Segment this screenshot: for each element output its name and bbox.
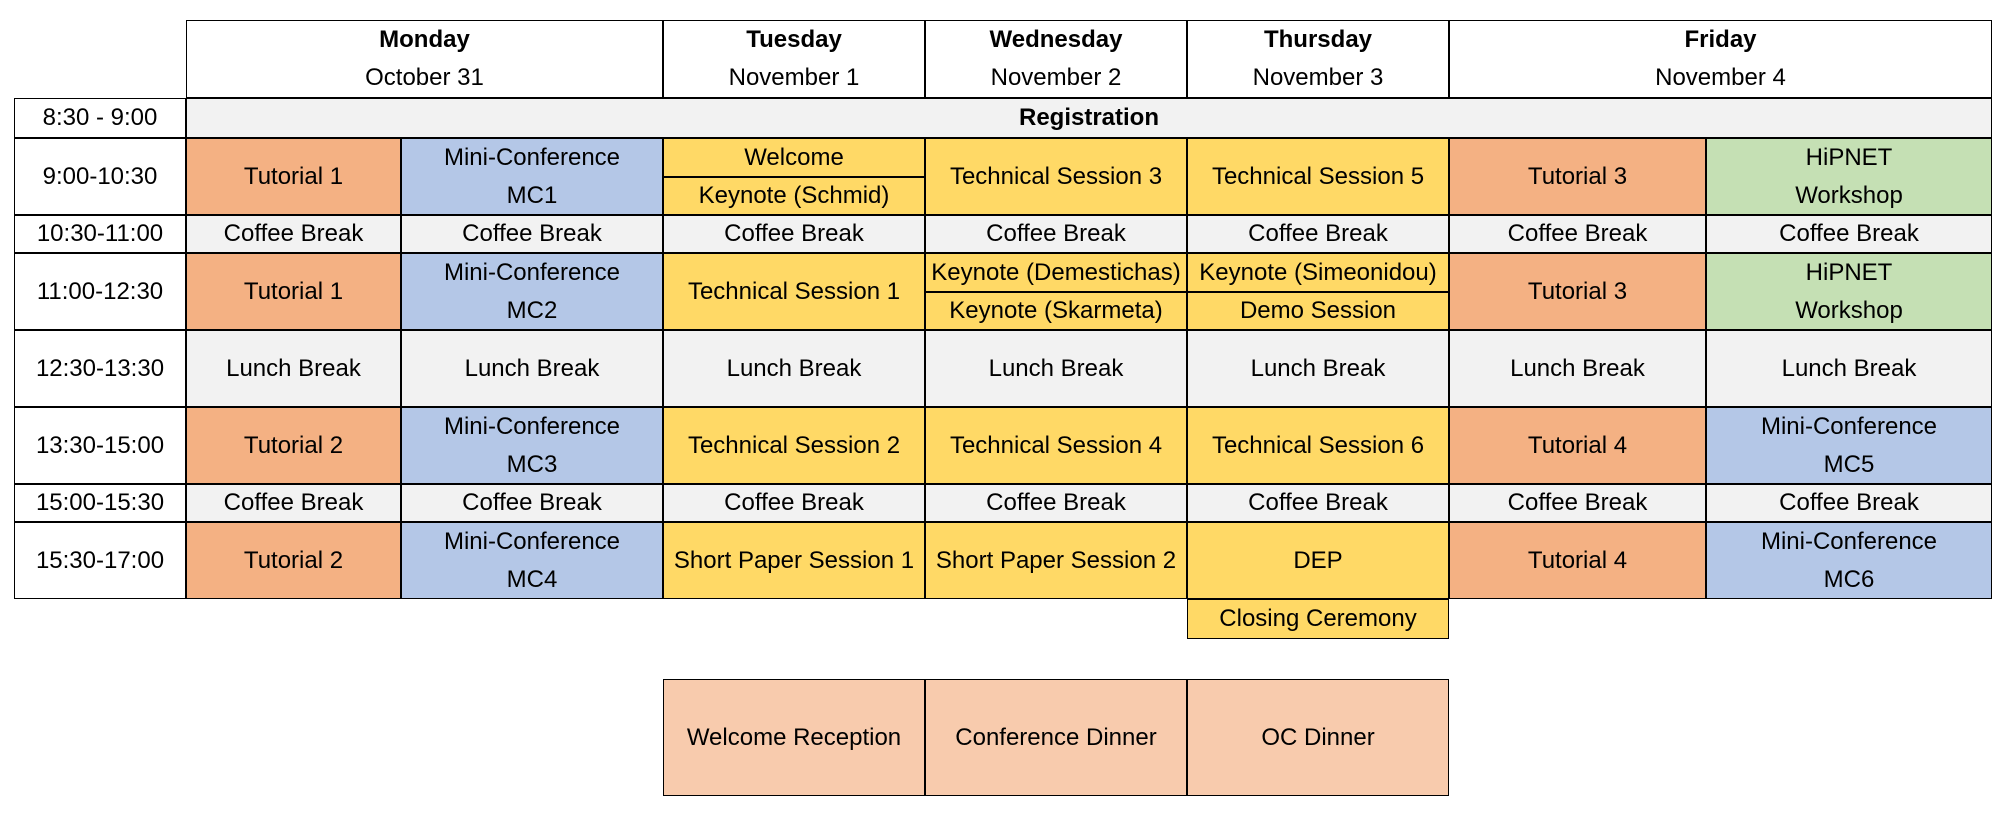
- day-header-wednesday-line-1: Wednesday: [989, 26, 1123, 53]
- row_1330-tuesday-session: Technical Session 2: [663, 407, 925, 484]
- lunch-break-5: Lunch Break: [1449, 330, 1706, 407]
- row_1530-thursday-session: DEP: [1187, 522, 1449, 599]
- time-slot-7: 15:30-17:00: [14, 522, 186, 599]
- row_1330-monday-mini-conference: [401, 407, 663, 484]
- row_1100-thursday-bottom: Demo Session: [1187, 292, 1449, 330]
- row_1530-monday-mini-conference-line-2: MC4: [506, 565, 558, 593]
- row_1530-tuesday-session: Short Paper Session 1: [663, 522, 925, 599]
- row_1530-wednesday-session: Short Paper Session 2: [925, 522, 1187, 599]
- row_1330-friday-second-line-2: MC5: [1823, 450, 1875, 478]
- time-slot-6: 15:00-15:30: [14, 484, 186, 522]
- day-header-thursday-line-2: November 3: [1252, 64, 1384, 91]
- row_1330-friday-second: [1706, 407, 1992, 484]
- lunch-break-1: Lunch Break: [401, 330, 663, 407]
- coffee-break-afternoon-5: Coffee Break: [1449, 484, 1706, 522]
- row_1530-friday-second: [1706, 522, 1992, 599]
- day-header-thursday: [1187, 20, 1449, 98]
- row_0900-friday-second-line-2: Workshop: [1795, 181, 1903, 209]
- row_1100-tuesday-session: Technical Session 1: [663, 253, 925, 330]
- coffee-break-afternoon-1: Coffee Break: [401, 484, 663, 522]
- evening-event-2: OC Dinner: [1187, 679, 1449, 796]
- row_1100-monday-mini-conference: [401, 253, 663, 330]
- row_1530-friday-second-line-2: MC6: [1823, 565, 1875, 593]
- row_0900-wednesday-session: Technical Session 3: [925, 138, 1187, 215]
- day-header-monday-line-2: October 31: [365, 64, 484, 91]
- row_1330-wednesday-session: Technical Session 4: [925, 407, 1187, 484]
- day-header-tuesday-line-2: November 1: [728, 64, 860, 91]
- row_1330-friday-tutorial: Tutorial 4: [1449, 407, 1706, 484]
- row_1530-friday-second-line-1: Mini-Conference: [1760, 527, 1938, 555]
- row_1100-monday-tutorial: Tutorial 1: [186, 253, 401, 330]
- row_1330-monday-tutorial: Tutorial 2: [186, 407, 401, 484]
- row_0900-monday-mini-conference: [401, 138, 663, 215]
- time-slot-2: 10:30-11:00: [14, 215, 186, 253]
- day-header-monday: [186, 20, 663, 98]
- time-slot-3: 11:00-12:30: [14, 253, 186, 330]
- lunch-break-6: Lunch Break: [1706, 330, 1992, 407]
- coffee-break-morning-6: Coffee Break: [1706, 215, 1992, 253]
- time-slot-0: 8:30 - 9:00: [14, 98, 186, 138]
- row_0900-monday-mini-conference-line-2: MC1: [506, 181, 558, 209]
- row_1100-monday-mini-conference-line-2: MC2: [506, 296, 558, 324]
- lunch-break-2: Lunch Break: [663, 330, 925, 407]
- row_1100-thursday-top: Keynote (Simeonidou): [1187, 253, 1449, 292]
- day-header-wednesday-line-2: November 2: [990, 64, 1122, 91]
- coffee-break-morning-0: Coffee Break: [186, 215, 401, 253]
- row_1100-wednesday-bottom: Keynote (Skarmeta): [925, 292, 1187, 330]
- row_1530-monday-tutorial: Tutorial 2: [186, 522, 401, 599]
- coffee-break-afternoon-6: Coffee Break: [1706, 484, 1992, 522]
- time-slot-4: 12:30-13:30: [14, 330, 186, 407]
- row_1530-monday-mini-conference-line-1: Mini-Conference: [443, 527, 621, 555]
- evening-event-1: Conference Dinner: [925, 679, 1187, 796]
- row_1530-friday-tutorial: Tutorial 4: [1449, 522, 1706, 599]
- row_1100-friday-second-line-2: Workshop: [1795, 296, 1903, 324]
- day-header-monday-line-1: Monday: [379, 26, 470, 53]
- lunch-break-3: Lunch Break: [925, 330, 1187, 407]
- row_1100-wednesday-top: Keynote (Demestichas): [925, 253, 1187, 292]
- coffee-break-morning-5: Coffee Break: [1449, 215, 1706, 253]
- coffee-break-afternoon-3: Coffee Break: [925, 484, 1187, 522]
- row_1100-friday-tutorial: Tutorial 3: [1449, 253, 1706, 330]
- day-header-wednesday: [925, 20, 1187, 98]
- day-header-friday-line-2: November 4: [1655, 64, 1786, 91]
- coffee-break-afternoon-4: Coffee Break: [1187, 484, 1449, 522]
- lunch-break-4: Lunch Break: [1187, 330, 1449, 407]
- closing-ceremony: Closing Ceremony: [1187, 599, 1449, 639]
- coffee-break-afternoon-2: Coffee Break: [663, 484, 925, 522]
- row_0900-tuesday-top: Welcome: [663, 138, 925, 177]
- row_1330-monday-mini-conference-line-1: Mini-Conference: [443, 412, 621, 440]
- row_0900-monday-tutorial: Tutorial 1: [186, 138, 401, 215]
- row_1330-friday-second-line-1: Mini-Conference: [1760, 412, 1938, 440]
- row_0900-friday-second-line-1: HiPNET: [1805, 143, 1893, 171]
- time-slot-1: 9:00-10:30: [14, 138, 186, 215]
- coffee-break-morning-1: Coffee Break: [401, 215, 663, 253]
- row_1330-monday-mini-conference-line-2: MC3: [506, 450, 558, 478]
- coffee-break-morning-4: Coffee Break: [1187, 215, 1449, 253]
- row_0900-thursday-session: Technical Session 5: [1187, 138, 1449, 215]
- day-header-tuesday-line-1: Tuesday: [746, 26, 842, 53]
- coffee-break-morning-3: Coffee Break: [925, 215, 1187, 253]
- day-header-tuesday: [663, 20, 925, 98]
- row_1100-friday-second-line-1: HiPNET: [1805, 258, 1893, 286]
- day-header-thursday-line-1: Thursday: [1263, 26, 1373, 53]
- row_0900-friday-tutorial: Tutorial 3: [1449, 138, 1706, 215]
- row_1530-monday-mini-conference: [401, 522, 663, 599]
- row_1100-monday-mini-conference-line-1: Mini-Conference: [443, 258, 621, 286]
- row_0900-friday-second: [1706, 138, 1992, 215]
- time-slot-5: 13:30-15:00: [14, 407, 186, 484]
- lunch-break-0: Lunch Break: [186, 330, 401, 407]
- row_1330-thursday-session: Technical Session 6: [1187, 407, 1449, 484]
- evening-event-0: Welcome Reception: [663, 679, 925, 796]
- coffee-break-morning-2: Coffee Break: [663, 215, 925, 253]
- coffee-break-afternoon-0: Coffee Break: [186, 484, 401, 522]
- row_0900-monday-mini-conference-line-1: Mini-Conference: [443, 143, 621, 171]
- day-header-friday: [1449, 20, 1992, 98]
- day-header-friday-line-1: Friday: [1684, 26, 1757, 53]
- row_0900-tuesday-bottom: Keynote (Schmid): [663, 177, 925, 215]
- row_1100-friday-second: [1706, 253, 1992, 330]
- registration-row: Registration: [186, 98, 1992, 138]
